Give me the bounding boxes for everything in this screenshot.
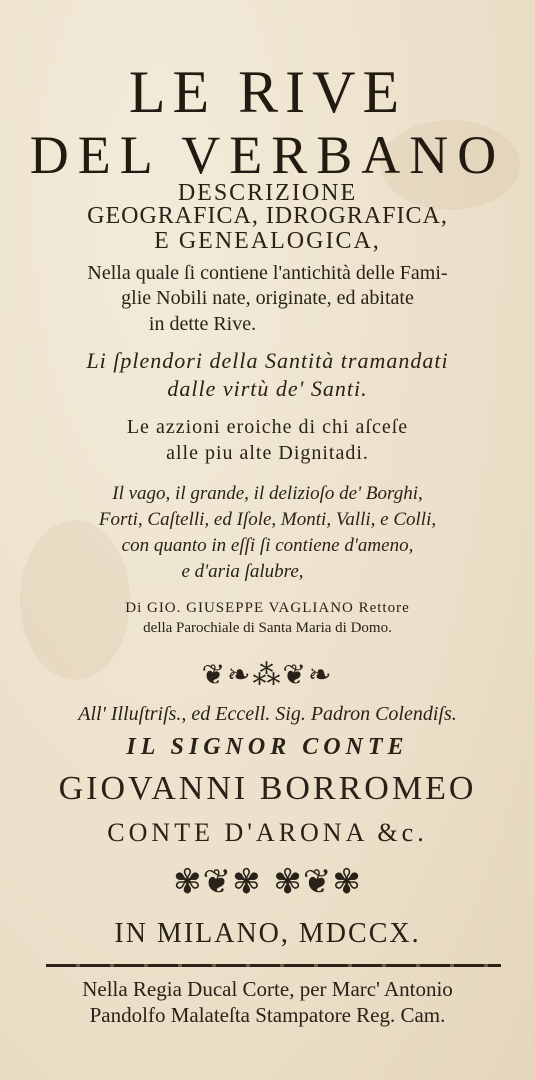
fleuron-ornament-icon: ✾❦✾ ✾❦✾ — [173, 862, 362, 902]
imprint-printer-line-1: Nella Regia Ducal Corte, per Marc' Antonio — [82, 977, 453, 1001]
imprint-rule — [46, 964, 501, 967]
saints-line-1: Li ſplendori della Santità tramandati — [86, 348, 449, 373]
main-title-line-2: DEL VERBANO — [29, 125, 506, 185]
imprint-place-date: IN MILANO, MDCCX. — [114, 918, 421, 949]
author-line-2: della Parochiale di Santa Maria di Domo. — [143, 620, 392, 636]
printers-ornament-icon: ❦❧⁂❦❧ — [201, 658, 334, 691]
description-line-2: glie Nobili nate, originate, ed abitate — [121, 287, 414, 309]
places-line-3: con quanto in eſſi ſi contiene d'ameno, — [121, 535, 414, 556]
author-line-1: Di GIO. GIUSEPPE VAGLIANO Rettore — [125, 600, 410, 616]
places-line-4: e d'aria ſalubre, — [181, 561, 304, 582]
dedicatee-title: CONTE D'ARONA &c. — [107, 818, 428, 847]
dedication-line-1: All' Illuſtriſs., ed Eccell. Sig. Padron Colendiſs. — [78, 703, 457, 725]
dedicatee-name: GIOVANNI BORROMEO — [58, 770, 477, 807]
actions-line-1: Le azzioni eroiche di chi aſceſe — [126, 416, 409, 438]
main-title-line-1: LE RIVE — [128, 59, 407, 125]
subtitle-line-1: DESCRIZIONE — [177, 180, 358, 206]
description-line-1: Nella quale ſi contiene l'antichità delle Fami- — [87, 262, 448, 284]
places-line-1: Il vago, il grande, il delizioſo de' Borghi, — [112, 483, 423, 504]
saints-line-2: dalle virtù de' Santi. — [167, 376, 368, 401]
actions-line-2: alle piu alte Dignitadi. — [166, 442, 369, 464]
subtitle-line-3: E GENEALOGICA, — [154, 228, 381, 254]
subtitle-line-2: GEOGRAFICA, IDROGRAFICA, — [87, 203, 448, 229]
description-line-3: in dette Rive. — [148, 313, 257, 335]
dedication-line-2: IL SIGNOR CONTE — [126, 734, 409, 760]
imprint-printer-line-2: Pandolfo Malateſta Stampatore Reg. Cam. — [89, 1003, 446, 1027]
places-line-2: Forti, Caſtelli, ed Iſole, Monti, Valli, e Colli, — [98, 509, 437, 530]
